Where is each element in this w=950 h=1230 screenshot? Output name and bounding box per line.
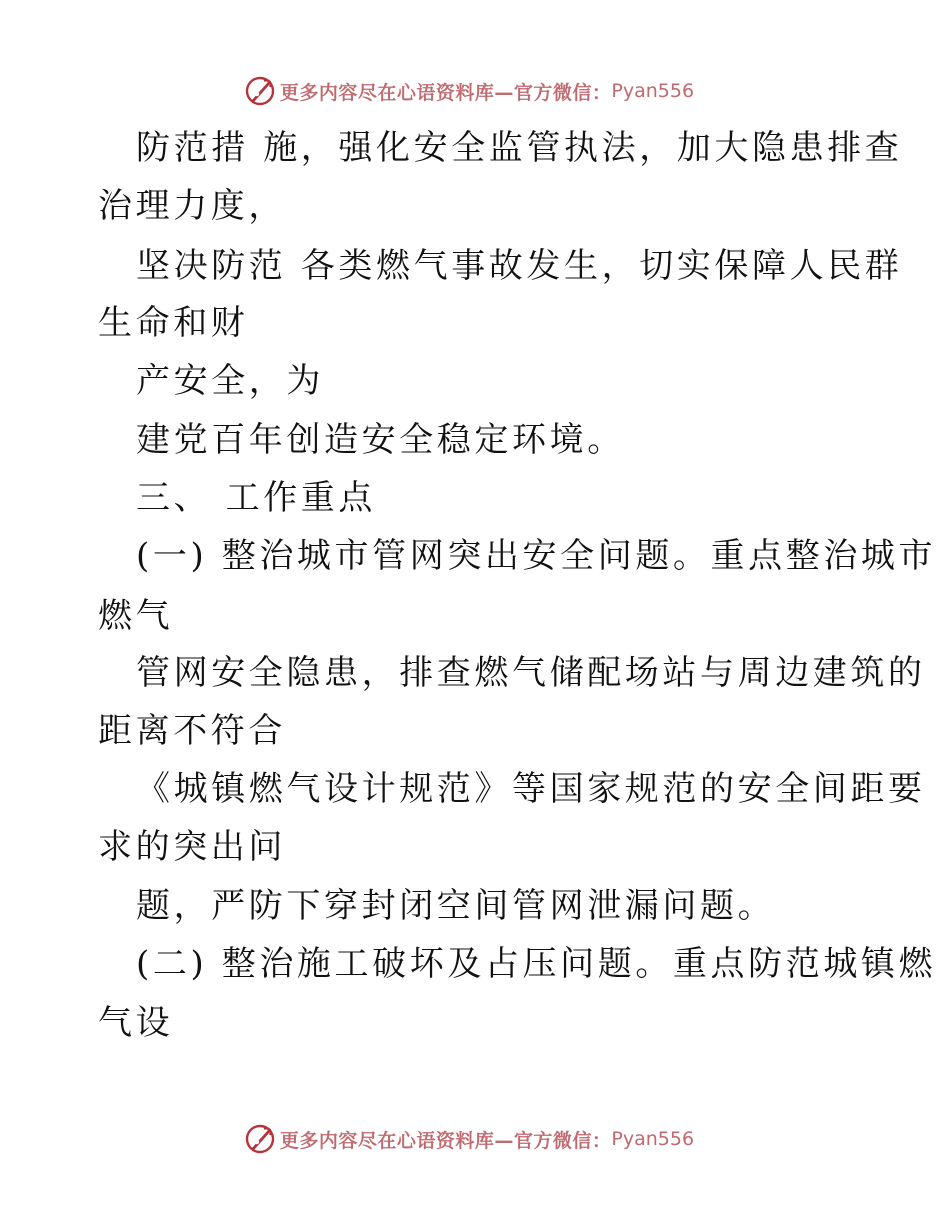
body-line: (一) 整治城市管网突出安全问题。重点整治城市	[136, 536, 937, 576]
body-line: 题，严防下穿封闭空间管网泄漏问题。	[136, 886, 776, 926]
body-line: 求的突出问	[98, 827, 286, 867]
body-line: 燃气	[98, 596, 174, 636]
body-line: 坚决防范 各类燃气事故发生，切实保障人民群	[136, 246, 903, 286]
quill-pen-logo-icon	[244, 1123, 276, 1155]
quill-pen-logo-icon	[244, 75, 276, 107]
body-line: (二) 整治施工破坏及占压问题。重点防范城镇燃	[136, 944, 937, 984]
footer-banner-text: 更多内容尽在心语资料库—官方微信：	[279, 1129, 612, 1152]
section-heading: 三、 工作重点	[136, 478, 377, 518]
body-line: 生命和财	[98, 303, 249, 343]
body-line: 距离不符合	[98, 711, 286, 751]
body-line: 产安全，为	[136, 361, 324, 401]
footer-banner	[0, 1119, 950, 1159]
header-banner	[0, 71, 950, 111]
body-line: 《城镇燃气设计规范》等国家规范的安全间距要	[136, 769, 926, 809]
footer-contact-id: Pyan556	[611, 1128, 695, 1150]
body-line: 建党百年创造安全稳定环境。	[136, 420, 625, 460]
header-banner-text: 更多内容尽在心语资料库—官方微信：	[279, 81, 612, 104]
body-line: 治理力度，	[98, 186, 286, 226]
body-line: 气设	[98, 1003, 174, 1043]
header-contact-id: Pyan556	[611, 80, 695, 102]
body-line: 防范措 施，强化安全监管执法，加大隐患排查	[136, 128, 903, 168]
body-line: 管网安全隐患，排查燃气储配场站与周边建筑的	[136, 653, 926, 693]
